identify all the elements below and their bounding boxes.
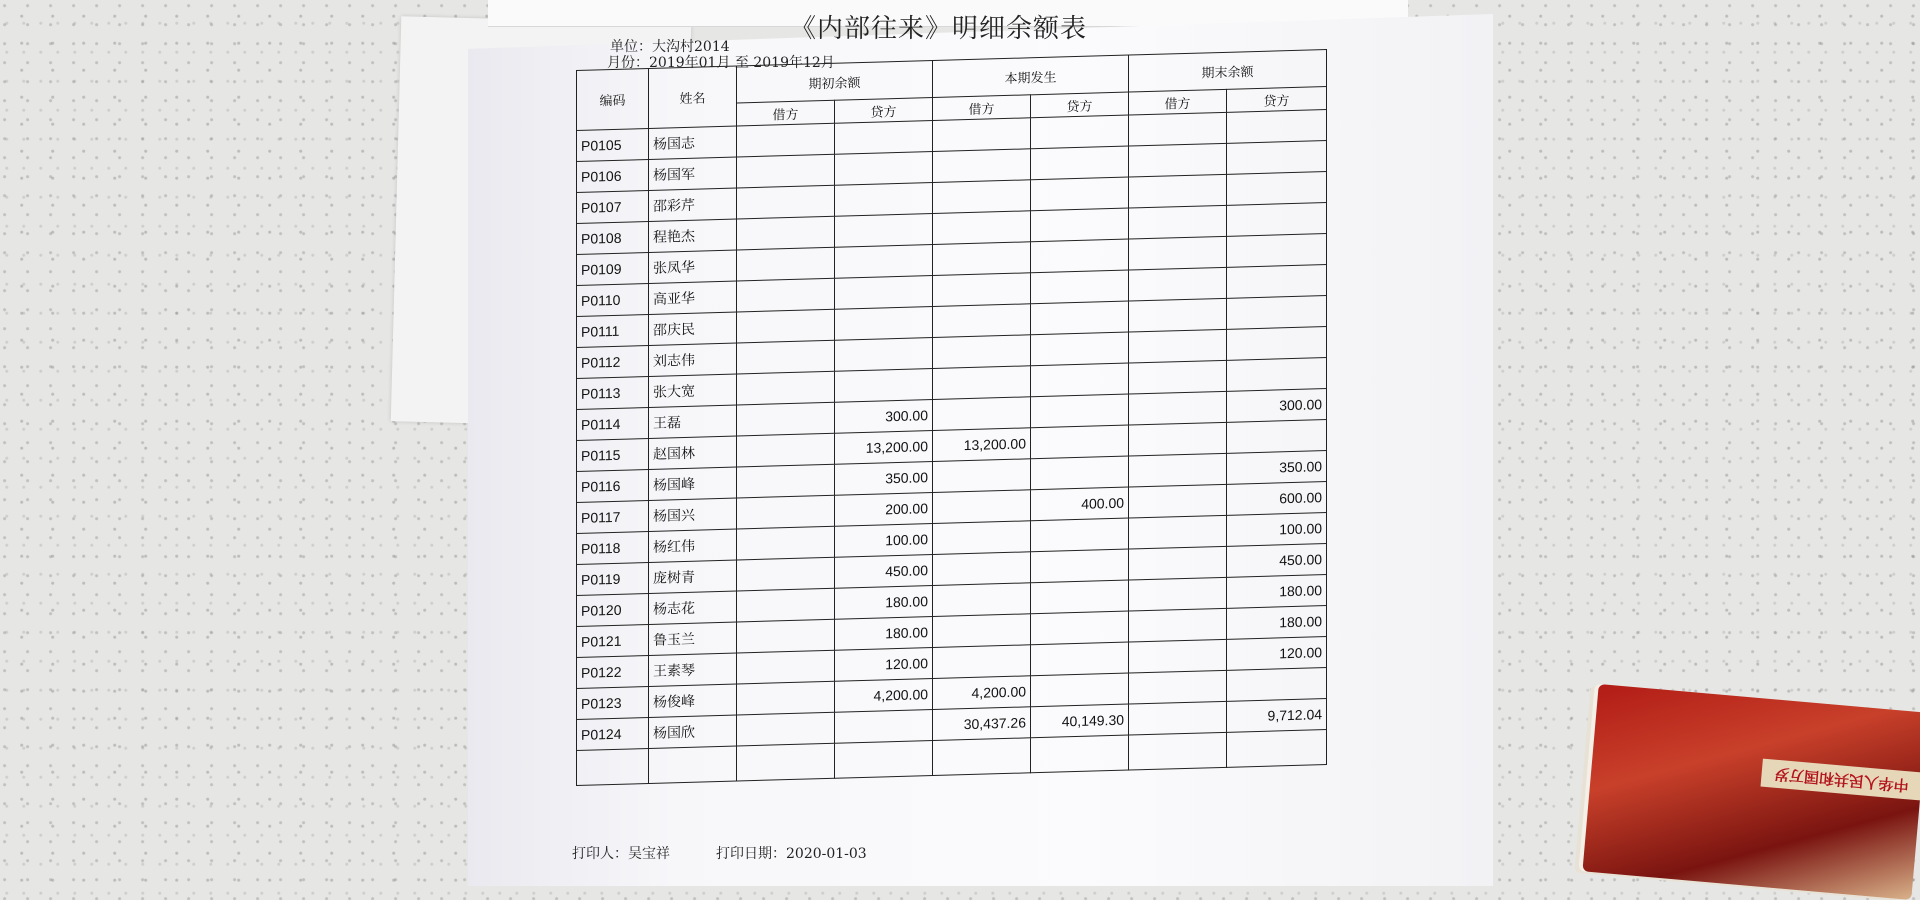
table-cell-code: P0120 [577, 593, 649, 626]
table-cell-code: P0109 [577, 252, 649, 285]
table-cell-opening-credit: 180.00 [835, 617, 933, 651]
header-opening-balance: 期初余额 [737, 61, 933, 103]
header-closing-balance: 期末余额 [1129, 50, 1327, 93]
table-cell-closing-credit: 180.00 [1227, 606, 1327, 640]
table-cell-code: P0115 [577, 438, 649, 471]
table-cell-current-credit [1031, 301, 1129, 335]
table-cell-code: P0108 [577, 221, 649, 254]
table-cell-closing-debit [1129, 422, 1227, 456]
table-cell-closing-credit [1227, 327, 1327, 361]
table-cell-opening-credit [835, 183, 933, 217]
table-cell-closing-credit [1227, 668, 1327, 702]
table-cell-closing-credit [1227, 234, 1327, 268]
table-cell-closing-debit [1129, 174, 1227, 208]
table-cell-opening-debit [737, 247, 835, 281]
balance-table [576, 49, 1327, 786]
table-cell-closing-debit [1129, 701, 1227, 735]
table-cell-current-credit [1031, 673, 1129, 707]
table-cell-empty [933, 738, 1031, 776]
table-cell-empty [577, 748, 649, 785]
table-cell-opening-debit [737, 309, 835, 343]
table-cell-current-credit: 40,149.30 [1031, 704, 1129, 738]
table-cell-opening-debit [737, 402, 835, 436]
table-cell-closing-debit [1129, 546, 1227, 580]
table-cell-opening-credit: 180.00 [835, 586, 933, 620]
table-cell-name: 程艳杰 [649, 219, 737, 252]
table-cell-current-credit [1031, 177, 1129, 211]
table-cell-opening-credit [835, 121, 933, 155]
table-cell-name: 杨国军 [649, 157, 737, 190]
table-cell-current-debit [933, 304, 1031, 338]
table-cell-opening-credit [835, 710, 933, 744]
table-cell-current-credit [1031, 611, 1129, 645]
table-cell-name: 鲁玉兰 [649, 622, 737, 655]
table-cell-empty [737, 743, 835, 781]
book-banner-text: 中华人民共和国万岁 [1761, 759, 1920, 801]
table-cell-current-credit [1031, 580, 1129, 614]
table-cell-opening-debit [737, 433, 835, 467]
table-cell-closing-credit [1227, 203, 1327, 237]
table-cell-closing-debit [1129, 298, 1227, 332]
printer-label: 打印人：吴宝祥 [572, 846, 670, 862]
table-cell-name: 杨国峰 [649, 467, 737, 500]
table-cell-opening-credit: 13,200.00 [835, 431, 933, 465]
table-cell-opening-credit: 4,200.00 [835, 679, 933, 713]
header-opening-credit: 贷方 [835, 98, 933, 124]
header-closing-debit: 借方 [1129, 89, 1227, 115]
table-cell-empty [835, 741, 933, 779]
table-cell-closing-credit: 9,712.04 [1227, 699, 1327, 733]
table-cell-name: 张凤华 [649, 250, 737, 283]
table-cell-current-debit [933, 614, 1031, 648]
table-cell-empty [1227, 730, 1327, 768]
table-cell-opening-debit [737, 495, 835, 529]
table-cell-opening-debit [737, 340, 835, 374]
table-cell-closing-debit [1129, 112, 1227, 146]
table-cell-closing-debit [1129, 267, 1227, 301]
table-cell-current-debit [933, 459, 1031, 493]
table-cell-code: P0111 [577, 314, 649, 347]
table-cell-current-credit [1031, 332, 1129, 366]
table-cell-opening-debit [737, 681, 835, 715]
table-cell-opening-credit: 200.00 [835, 493, 933, 527]
table-cell-name: 王素琴 [649, 653, 737, 686]
header-current-period: 本期发生 [933, 55, 1129, 97]
table-cell-opening-credit [835, 307, 933, 341]
table-cell-current-debit [933, 552, 1031, 586]
header-name: 姓名 [649, 66, 737, 128]
table-cell-opening-credit [835, 276, 933, 310]
table-cell-opening-credit [835, 338, 933, 372]
table-cell-closing-debit [1129, 639, 1227, 673]
table-cell-opening-credit [835, 245, 933, 279]
table-cell-current-debit [933, 211, 1031, 245]
table-cell-opening-debit [737, 464, 835, 498]
table-cell-closing-debit [1129, 143, 1227, 177]
table-cell-name: 邵彩芹 [649, 188, 737, 221]
table-cell-empty [1031, 735, 1129, 773]
table-cell-current-credit [1031, 518, 1129, 552]
report-title: 《内部往来》明细余额表 [790, 14, 1088, 44]
table-cell-closing-credit [1227, 172, 1327, 206]
table-cell-opening-credit: 300.00 [835, 400, 933, 434]
table-cell-opening-credit: 120.00 [835, 648, 933, 682]
table-cell-closing-debit [1129, 608, 1227, 642]
table-cell-empty [649, 746, 737, 783]
table-cell-opening-credit: 350.00 [835, 462, 933, 496]
table-cell-closing-debit [1129, 670, 1227, 704]
table-cell-current-credit [1031, 363, 1129, 397]
table-cell-current-debit [933, 583, 1031, 617]
table-cell-opening-debit [737, 278, 835, 312]
red-book [1582, 684, 1920, 900]
table-cell-closing-debit [1129, 453, 1227, 487]
table-cell-code: P0122 [577, 655, 649, 688]
table-cell-current-debit [933, 180, 1031, 214]
table-cell-opening-credit: 450.00 [835, 555, 933, 589]
table-cell-closing-debit [1129, 391, 1227, 425]
table-cell-opening-credit [835, 369, 933, 403]
table-cell-current-credit [1031, 642, 1129, 676]
unit-label: 单位：大沟村2014 [610, 39, 730, 55]
table-cell-closing-credit [1227, 265, 1327, 299]
table-cell-code: P0113 [577, 376, 649, 409]
table-cell-opening-credit [835, 214, 933, 248]
table-cell-current-credit [1031, 394, 1129, 428]
header-closing-credit: 贷方 [1227, 87, 1327, 113]
table-cell-opening-debit [737, 371, 835, 405]
table-cell-closing-debit [1129, 236, 1227, 270]
table-cell-closing-credit: 180.00 [1227, 575, 1327, 609]
table-cell-current-credit [1031, 549, 1129, 583]
table-cell-name: 王磊 [649, 405, 737, 438]
table-cell-code: P0106 [577, 159, 649, 192]
table-cell-opening-debit [737, 185, 835, 219]
table-cell-opening-debit [737, 557, 835, 591]
table-cell-empty [1129, 732, 1227, 770]
table-cell-opening-credit [835, 152, 933, 186]
header-current-credit: 贷方 [1031, 92, 1129, 118]
table-cell-current-credit [1031, 208, 1129, 242]
table-cell-code: P0123 [577, 686, 649, 719]
table-cell-name: 赵国林 [649, 436, 737, 469]
table-cell-current-debit [933, 335, 1031, 369]
table-cell-closing-debit [1129, 329, 1227, 363]
table-cell-closing-credit [1227, 420, 1327, 454]
table-cell-opening-credit: 100.00 [835, 524, 933, 558]
table-cell-opening-debit [737, 588, 835, 622]
table-cell-current-debit [933, 521, 1031, 555]
table-cell-current-credit [1031, 239, 1129, 273]
table-cell-current-credit [1031, 270, 1129, 304]
table-cell-code: P0112 [577, 345, 649, 378]
table-cell-current-debit [933, 366, 1031, 400]
table-cell-code: P0124 [577, 717, 649, 750]
table-cell-current-credit [1031, 115, 1129, 149]
table-cell-opening-debit [737, 650, 835, 684]
table-cell-name: 杨国志 [649, 126, 737, 159]
table-cell-code: P0119 [577, 562, 649, 595]
table-cell-closing-credit: 450.00 [1227, 544, 1327, 578]
table-cell-current-credit: 400.00 [1031, 487, 1129, 521]
table-cell-closing-credit: 350.00 [1227, 451, 1327, 485]
table-cell-code: P0110 [577, 283, 649, 316]
period-label: 月份：2019年01月 至 2019年12月 [607, 55, 835, 71]
table-cell-name: 杨俊峰 [649, 684, 737, 717]
table-cell-name: 杨国兴 [649, 498, 737, 531]
table-cell-opening-debit [737, 123, 835, 157]
table-cell-closing-debit [1129, 360, 1227, 394]
table-cell-code: P0116 [577, 469, 649, 502]
table-cell-current-debit [933, 149, 1031, 183]
table-cell-closing-credit [1227, 358, 1327, 392]
table-cell-name: 高亚华 [649, 281, 737, 314]
table-cell-name: 庞树青 [649, 560, 737, 593]
table-cell-name: 杨志花 [649, 591, 737, 624]
table-cell-opening-debit [737, 619, 835, 653]
table-cell-name: 杨国欣 [649, 715, 737, 748]
table-cell-code: P0118 [577, 531, 649, 564]
table-cell-closing-credit [1227, 141, 1327, 175]
table-cell-current-debit: 4,200.00 [933, 676, 1031, 710]
table-cell-current-debit [933, 242, 1031, 276]
table-cell-code: P0107 [577, 190, 649, 223]
table-body [577, 110, 1327, 786]
table-cell-opening-debit [737, 216, 835, 250]
table-cell-closing-debit [1129, 484, 1227, 518]
table-cell-current-debit [933, 397, 1031, 431]
table-cell-closing-debit [1129, 577, 1227, 611]
table-cell-code: P0117 [577, 500, 649, 533]
table-cell-current-credit [1031, 456, 1129, 490]
table-cell-closing-credit: 120.00 [1227, 637, 1327, 671]
table-cell-code: P0121 [577, 624, 649, 657]
table-cell-name: 张大宽 [649, 374, 737, 407]
table-cell-closing-credit: 100.00 [1227, 513, 1327, 547]
table-cell-current-credit [1031, 425, 1129, 459]
table-cell-code: P0114 [577, 407, 649, 440]
table-cell-current-debit [933, 645, 1031, 679]
table-cell-opening-debit [737, 154, 835, 188]
table-cell-closing-credit [1227, 296, 1327, 330]
table-cell-name: 杨红伟 [649, 529, 737, 562]
table-cell-closing-credit: 300.00 [1227, 389, 1327, 423]
table-cell-closing-debit [1129, 515, 1227, 549]
table-cell-code: P0105 [577, 128, 649, 161]
table-cell-closing-credit [1227, 110, 1327, 144]
table-cell-name: 邵庆民 [649, 312, 737, 345]
table-cell-name: 刘志伟 [649, 343, 737, 376]
print-date-label: 打印日期：2020-01-03 [716, 846, 867, 862]
table-cell-current-debit [933, 490, 1031, 524]
table-cell-opening-debit [737, 526, 835, 560]
table-cell-closing-debit [1129, 205, 1227, 239]
table-cell-current-debit: 13,200.00 [933, 428, 1031, 462]
table-cell-opening-debit [737, 712, 835, 746]
table-cell-current-debit [933, 273, 1031, 307]
table-cell-current-debit: 30,437.26 [933, 707, 1031, 741]
header-opening-debit: 借方 [737, 100, 835, 126]
header-code: 编码 [577, 68, 649, 130]
header-current-debit: 借方 [933, 95, 1031, 121]
table-cell-closing-credit: 600.00 [1227, 482, 1327, 516]
table-cell-current-debit [933, 118, 1031, 152]
table-cell-current-credit [1031, 146, 1129, 180]
